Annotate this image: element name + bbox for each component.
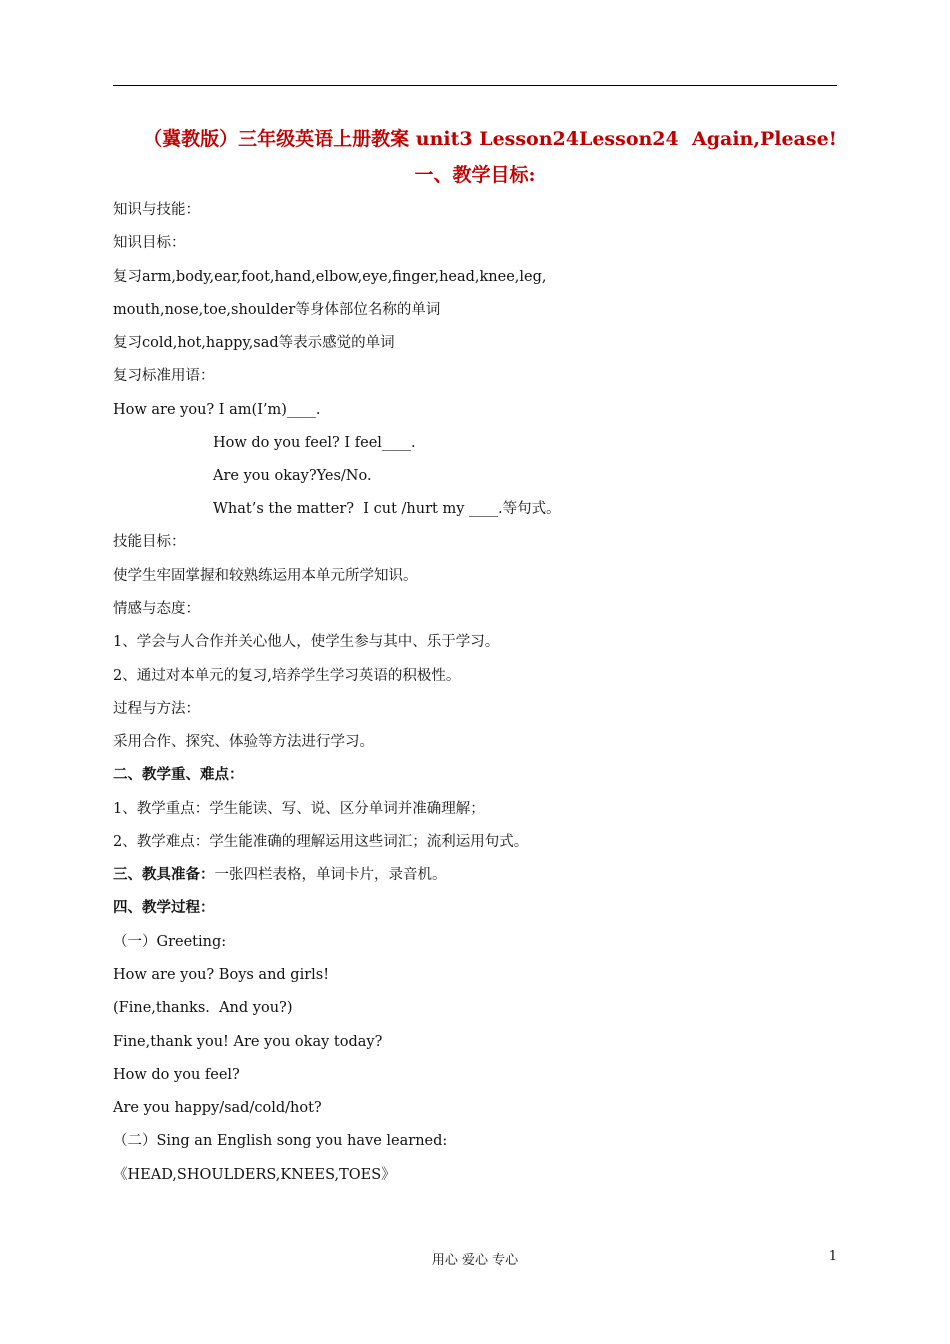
text-line: 《HEAD,SHOULDERS,KNEES,TOES》 xyxy=(113,1167,396,1183)
text-line: How are you? I am(I’m)____. xyxy=(113,402,321,418)
section-heading-key-points: 二、教学重、难点： xyxy=(113,766,244,783)
text-line: mouth,nose,toe,shoulder等身体部位名称的单词 xyxy=(113,302,441,318)
text-line: How do you feel? I feel____. xyxy=(213,435,416,451)
text-line: 技能目标： xyxy=(113,534,186,550)
section-heading-objectives: 一、教学目标: xyxy=(414,164,536,186)
text-line: 使学生牢固掌握和较熟练运用本单元所学知识。 xyxy=(113,568,418,584)
text-line: 知识目标： xyxy=(113,235,186,251)
text-line: （一）Greeting: xyxy=(113,934,227,950)
text-line: （二）Sing an English song you have learned: xyxy=(113,1133,448,1149)
page-number: 1 xyxy=(828,1249,837,1264)
text-line: 过程与方法： xyxy=(113,701,200,717)
text-line: 1、学会与人合作并关心他人，使学生参与其中、乐于学习。 xyxy=(113,634,500,650)
text-line: 知识与技能： xyxy=(113,202,200,218)
text-line: 2、教学难点：学生能准确的理解运用这些词汇；流利运用句式。 xyxy=(113,834,529,850)
text-line: 2、通过对本单元的复习,培养学生学习英语的积极性。 xyxy=(113,668,461,684)
text-line: Fine,thank you! Are you okay today? xyxy=(113,1034,383,1050)
text-line: 采用合作、探究、体验等方法进行学习。 xyxy=(113,734,374,750)
page-footer: 用心 爱心 专心 xyxy=(431,1253,519,1268)
section-heading-process: 四、教学过程： xyxy=(113,899,215,916)
text-line: What’s the matter? I cut /hurt my ____.等句式。 xyxy=(213,501,561,517)
text-line: 1、教学重点：学生能读、写、说、区分单词并准确理解； xyxy=(113,801,485,817)
text-line-tools xyxy=(113,866,447,884)
section-heading-tools: 三、教具准备： xyxy=(113,866,215,883)
header-rule xyxy=(113,85,837,86)
tools-text: 一张四栏表格，单词卡片，录音机。 xyxy=(214,867,447,883)
text-line: How are you? Boys and girls! xyxy=(113,967,330,983)
text-line: (Fine,thanks. And you?) xyxy=(113,1000,293,1016)
text-line: How do you feel? xyxy=(113,1067,240,1083)
text-line: Are you okay?Yes/No. xyxy=(213,468,372,484)
text-line: 复习cold,hot,happy,sad等表示感觉的单词 xyxy=(113,335,395,351)
text-line: 情感与态度： xyxy=(113,601,200,617)
text-line: 复习标准用语： xyxy=(113,368,215,384)
text-line: 复习arm,body,ear,foot,hand,elbow,eye,finger,head,knee,leg, xyxy=(113,269,547,285)
document-title: （冀教版）三年级英语上册教案 unit3 Lesson24Lesson24 Again,Please! xyxy=(143,128,837,150)
text-line: Are you happy/sad/cold/hot? xyxy=(113,1100,322,1116)
